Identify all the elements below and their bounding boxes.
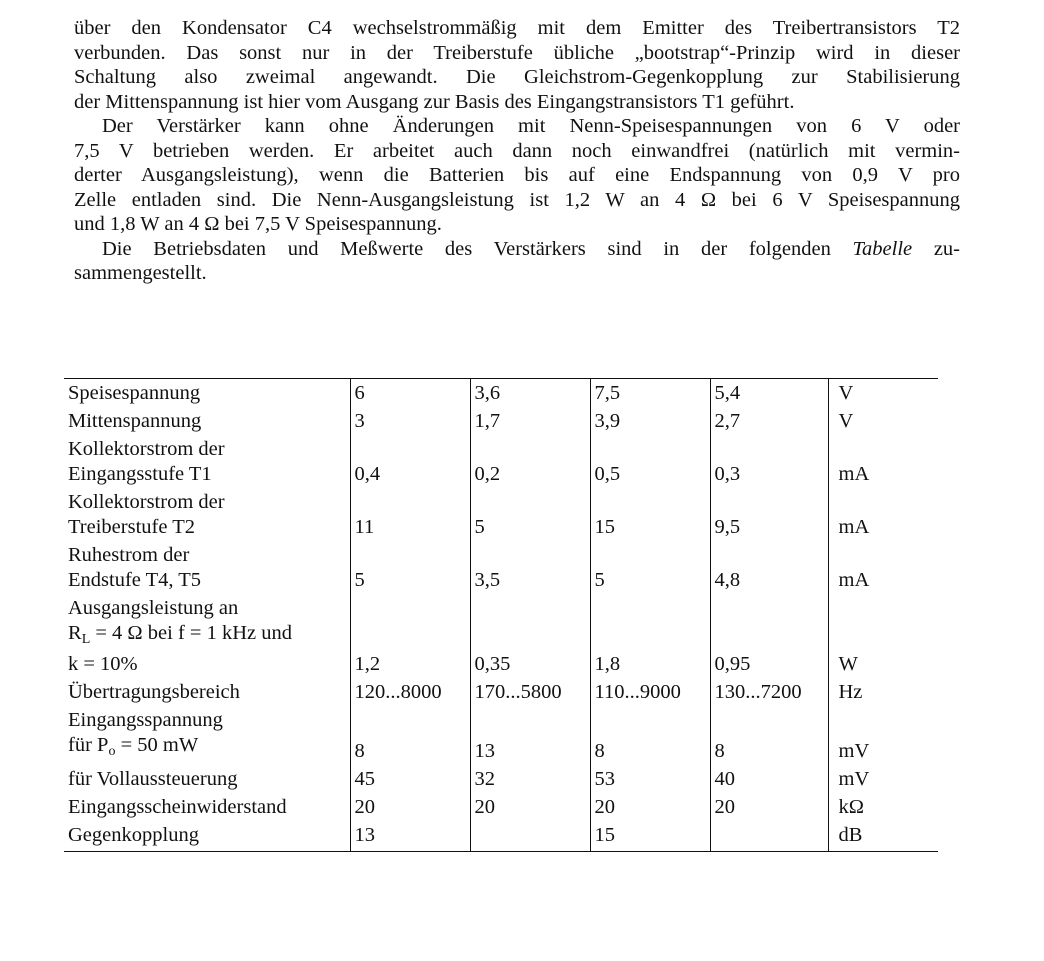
- value-cell: 1,8: [590, 596, 710, 680]
- value-cell: 3,6: [470, 379, 590, 410]
- value-cell: 8: [350, 708, 470, 767]
- label-line: Mittenspannung: [68, 410, 202, 432]
- unit-cell: V: [828, 379, 938, 410]
- value-cell: 8: [590, 708, 710, 767]
- value-cell: 5: [350, 543, 470, 596]
- row-label: [64, 596, 350, 680]
- unit-cell: mA: [828, 437, 938, 490]
- value-cell: 20: [590, 795, 710, 823]
- table-row: [64, 437, 938, 490]
- emphasis: Tabelle: [852, 237, 913, 260]
- value-cell: 13: [350, 823, 470, 852]
- value-cell: 15: [590, 490, 710, 543]
- value-cell: 0,95: [710, 596, 828, 680]
- value-cell: 32: [470, 767, 590, 795]
- value-cell: 0,35: [470, 596, 590, 680]
- row-label: [64, 379, 350, 410]
- table-row: [64, 543, 938, 596]
- table-row: [64, 596, 938, 680]
- label-line: $R_L = 4$ Ω bei f = 1 kHz und: [68, 622, 293, 647]
- value-cell: 20: [710, 795, 828, 823]
- value-cell: [710, 823, 828, 852]
- paragraph: [74, 16, 960, 114]
- value-cell: 5,4: [710, 379, 828, 410]
- text-line: der Mittenspannung ist hier vom Ausgang zur Basis des Eingangstransistors T1 geführt.: [74, 90, 795, 113]
- text-line: Zelle entladen sind. Die Nenn-Ausgangsleistung ist 1,2 W an 4 Ω bei 6 V Speisespannung: [74, 188, 960, 211]
- label-line: Treiberstufe T2: [68, 516, 195, 538]
- text-line: Die Betriebsdaten und Meßwerte des Verstärkers sind in der folgenden Tabelle zu-: [102, 237, 960, 260]
- value-cell: 2,7: [710, 409, 828, 437]
- text-line: Schaltung also zweimal angewandt. Die Gleichstrom-Gegenkopplung zur Stabilisierung: [74, 66, 960, 88]
- value-cell: 7,5: [590, 379, 710, 410]
- value-cell: 4,8: [710, 543, 828, 596]
- text-line: sammengestellt.: [74, 262, 207, 284]
- unit-cell: mA: [828, 543, 938, 596]
- text-line: derter Ausgangsleistung), wenn die Batterien bis auf eine Endspannung von 0,9 V pro: [74, 164, 960, 186]
- value-cell: 8: [710, 708, 828, 767]
- value-cell: 5: [590, 543, 710, 596]
- value-cell: 3,5: [470, 543, 590, 596]
- table-row: [64, 680, 938, 708]
- unit-cell: mV: [828, 767, 938, 795]
- row-label: [64, 680, 350, 708]
- label-line: Gegenkopplung: [68, 824, 199, 846]
- label-line: k = 10%: [68, 653, 138, 675]
- label-line: Übertragungsbereich: [68, 681, 240, 703]
- value-cell: 0,3: [710, 437, 828, 490]
- value-cell: 11: [350, 490, 470, 543]
- value-cell: 3,9: [590, 409, 710, 437]
- table-row: [64, 379, 938, 410]
- value-cell: 110...9000: [590, 680, 710, 708]
- value-cell: 120...8000: [350, 680, 470, 708]
- unit-cell: kΩ: [828, 795, 938, 823]
- text-line: Der Verstärker kann ohne Änderungen mit Nenn-Speisespannungen von 6 V oder: [102, 115, 960, 137]
- paragraph: [74, 237, 960, 286]
- value-cell: 0,2: [470, 437, 590, 490]
- label-line: Eingangsspannung: [68, 709, 223, 731]
- value-cell: 45: [350, 767, 470, 795]
- unit-cell: mA: [828, 490, 938, 543]
- value-cell: 0,5: [590, 437, 710, 490]
- text-line: verbunden. Das sonst nur in der Treiberstufe übliche „bootstrap“-Prinzip wird in dieser: [74, 41, 960, 64]
- operating-data-table: [64, 378, 938, 852]
- table-row: [64, 795, 938, 823]
- table-row: [64, 490, 938, 543]
- label-line: Ausgangsleistung an: [68, 597, 239, 619]
- value-cell: 6: [350, 379, 470, 410]
- unit-cell: V: [828, 409, 938, 437]
- value-cell: 1,7: [470, 409, 590, 437]
- value-cell: 1,2: [350, 596, 470, 680]
- paragraph: [74, 114, 960, 237]
- row-label: [64, 437, 350, 490]
- label-line: Kollektorstrom der: [68, 438, 225, 460]
- text-line: über den Kondensator C4 wechselstrommäßig mit dem Emitter des Treibertransistors T2: [74, 17, 960, 39]
- body-text: [74, 16, 960, 286]
- value-cell: 20: [470, 795, 590, 823]
- label-line: für Vollaussteuerung: [68, 768, 238, 790]
- row-label: [64, 543, 350, 596]
- value-cell: 5: [470, 490, 590, 543]
- label-line: Kollektorstrom der: [68, 491, 225, 513]
- unit-cell: Hz: [828, 680, 938, 708]
- label-line: Speisespannung: [68, 382, 201, 404]
- table-row: [64, 708, 938, 767]
- row-label: [64, 767, 350, 795]
- value-cell: 20: [350, 795, 470, 823]
- unit-cell: W: [828, 596, 938, 680]
- value-cell: 15: [590, 823, 710, 852]
- value-cell: 9,5: [710, 490, 828, 543]
- label-line: Ruhestrom der: [68, 544, 190, 566]
- value-cell: 3: [350, 409, 470, 437]
- value-cell: 130...7200: [710, 680, 828, 708]
- value-cell: [470, 823, 590, 852]
- row-label: [64, 795, 350, 823]
- table-row: [64, 823, 938, 852]
- unit-cell: mV: [828, 708, 938, 767]
- value-cell: 40: [710, 767, 828, 795]
- label-line: Eingangsscheinwiderstand: [68, 796, 287, 818]
- label-line: für $P_o = 50$ mW: [68, 734, 199, 759]
- row-label: [64, 708, 350, 767]
- text-line: und 1,8 W an 4 Ω bei 7,5 V Speisespannung.: [74, 213, 442, 235]
- table-row: [64, 409, 938, 437]
- row-label: [64, 490, 350, 543]
- value-cell: 53: [590, 767, 710, 795]
- row-label: [64, 823, 350, 852]
- row-label: [64, 409, 350, 437]
- unit-cell: dB: [828, 823, 938, 852]
- table-row: [64, 767, 938, 795]
- value-cell: 13: [470, 708, 590, 767]
- text-line: 7,5 V betrieben werden. Er arbeitet auch dann noch einwandfrei (natürlich mit vermin-: [74, 139, 960, 162]
- label-line: Eingangsstufe T1: [68, 463, 212, 485]
- label-line: Endstufe T4, T5: [68, 569, 202, 591]
- value-cell: 0,4: [350, 437, 470, 490]
- value-cell: 170...5800: [470, 680, 590, 708]
